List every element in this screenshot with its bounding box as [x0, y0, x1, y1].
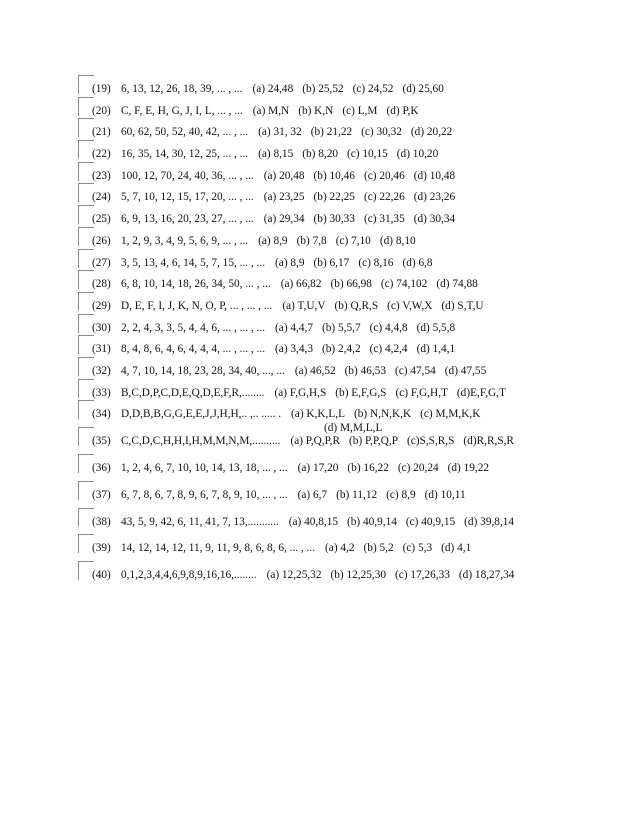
question-sequence: 100, 12, 70, 24, 40, 36, ... , ... — [121, 169, 254, 182]
answer-options — [298, 462, 489, 475]
answer-option: (d) 39,8,14 — [464, 515, 515, 528]
answer-option: (d) 19,22 — [447, 461, 490, 474]
corner-bracket-mark — [78, 292, 94, 311]
answer-option: (c) 31,35 — [363, 213, 405, 226]
question-sequence: 8, 4, 8, 6, 4, 6, 4, 4, 4, ... , ... , ... — [121, 343, 266, 356]
question-sequence: 60, 62, 50, 52, 40, 42, ... , ... — [121, 126, 249, 139]
question-row — [78, 379, 618, 401]
answer-options — [258, 126, 452, 139]
answer-option: (b) 12,25,30 — [330, 569, 387, 582]
question-sequence: 14, 12, 14, 12, 11, 9, 11, 9, 8, 6, 8, 6, ... , ... — [121, 542, 316, 555]
answer-option: (d) 10,11 — [424, 488, 466, 501]
answer-options — [282, 300, 483, 313]
question-row — [78, 140, 618, 162]
answer-option: (d) 10,48 — [413, 169, 456, 182]
answer-option: (b) 5,5,7 — [322, 321, 361, 334]
corner-bracket-mark — [78, 97, 94, 116]
corner-bracket-mark — [78, 118, 94, 137]
answer-option: (a) 4,2 — [325, 542, 355, 555]
answer-option: (d)E,F,G,T — [456, 386, 506, 399]
answer-option: (d) 18,27,34 — [458, 569, 515, 582]
answer-option: (a) T,U,V — [282, 299, 326, 312]
answer-option: (d) P,K — [386, 104, 419, 117]
question-sequence: 16, 35, 14, 30, 12, 25, ... , ... — [121, 148, 249, 161]
answer-option: (c) V,W,X — [387, 299, 433, 312]
answer-options — [275, 322, 455, 335]
answer-option: (c) 20,46 — [363, 169, 405, 182]
answer-option: (c) 4,4,8 — [369, 321, 408, 334]
answer-option: (d) 20,22 — [410, 126, 453, 139]
answer-option: (a) 8,9 — [275, 256, 305, 269]
answer-option: (d) 30,34 — [413, 213, 456, 226]
question-number: (19) — [92, 83, 111, 95]
question-number: (39) — [92, 542, 111, 555]
question-row — [78, 270, 618, 292]
question-sequence: D,D,B,B,G,G,E,E,J,J,H,H,.. ,.. ..... . — [121, 408, 282, 421]
answer-option: (a) 4,4,7 — [275, 321, 314, 334]
answer-option: (d) 1,4,1 — [416, 343, 456, 356]
answer-option: (d) 8,10 — [379, 234, 416, 247]
answer-options — [264, 170, 455, 183]
question-number: (30) — [92, 321, 111, 334]
corner-bracket-mark — [78, 357, 94, 376]
question-number: (34) — [92, 408, 111, 421]
answer-option: (d) 23,26 — [413, 191, 456, 204]
corner-bracket-mark — [78, 162, 94, 181]
corner-bracket-mark — [78, 249, 94, 268]
answer-option: (b) 46,53 — [344, 364, 387, 377]
question-sequence: 1, 2, 9, 3, 4, 9, 5, 6, 9, ... , ... — [121, 234, 249, 247]
question-row — [78, 314, 618, 336]
corner-bracket-mark — [78, 335, 94, 354]
question-sequence: 0,1,2,3,4,4,6,9,8,9,16,16,........ — [121, 569, 257, 582]
question-row — [78, 357, 618, 379]
answer-option: (d) S,T,U — [441, 299, 484, 312]
answer-option: (d) 5,5,8 — [416, 321, 456, 334]
answer-options — [258, 148, 438, 161]
question-list — [78, 75, 618, 588]
answer-option: (a) 40,8,15 — [288, 515, 339, 528]
question-row — [78, 292, 618, 314]
question-number: (37) — [92, 488, 111, 501]
answer-options — [264, 213, 455, 226]
question-sequence: 2, 2, 4, 3, 3, 5, 4, 4, 6, ... , ... , ... — [121, 321, 266, 334]
answer-option: (d) 25,60 — [402, 83, 444, 95]
answer-option-wrapped: (d) M,M,L,L — [324, 422, 383, 435]
question-row — [78, 335, 618, 357]
question-row — [78, 561, 618, 588]
answer-option: (c) 47,54 — [395, 364, 436, 377]
answer-option: (a) 8,15 — [258, 148, 294, 161]
answer-option: (c) 10,15 — [347, 148, 388, 161]
answer-option: (a) 23,25 — [263, 191, 305, 204]
answer-option: (b) 6,17 — [313, 256, 350, 269]
corner-bracket-mark — [78, 270, 94, 289]
answer-option: (c) 74,102 — [380, 278, 428, 291]
question-number: (40) — [92, 569, 111, 582]
question-number: (31) — [92, 343, 111, 356]
answer-option: (a) M,N — [252, 104, 290, 117]
answer-option: (d) 6,8 — [402, 256, 433, 269]
question-number: (32) — [92, 364, 111, 377]
answer-option: (a) P,Q,P,R — [290, 435, 341, 448]
question-number: (24) — [92, 191, 111, 204]
question-number: (22) — [92, 148, 111, 161]
answer-option: (c) 22,26 — [363, 191, 405, 204]
answer-option: (a) 8,9 — [258, 234, 288, 247]
answer-option: (b) 10,46 — [313, 169, 355, 182]
answer-option: (a) 31, 32 — [258, 126, 302, 139]
answer-option: (c) M,M,K,K — [420, 408, 481, 421]
question-row — [78, 400, 618, 435]
answer-option: (b) 8,20 — [302, 148, 339, 161]
answer-option: (b) Q,R,S — [334, 299, 379, 312]
answer-option: (b) 5,2 — [363, 542, 394, 555]
answer-option: (c)S,S,R,S — [407, 435, 455, 448]
answer-options — [267, 569, 515, 582]
question-number: (23) — [92, 169, 111, 182]
question-number: (35) — [92, 435, 111, 448]
answer-options — [290, 435, 514, 448]
question-sequence: 4, 7, 10, 14, 18, 23, 28, 34, 40, ..., ... — [121, 364, 285, 377]
answer-option: (a) K,K,L,L — [291, 408, 345, 421]
corner-bracket-mark — [78, 508, 94, 527]
answer-option: (b) 7,8 — [296, 234, 327, 247]
question-number: (20) — [92, 104, 111, 117]
answer-option: (d)R,R,S,R — [463, 435, 514, 448]
corner-bracket-mark — [78, 75, 94, 94]
answer-option: (d) 74,88 — [436, 278, 478, 291]
corner-bracket-mark — [78, 140, 94, 159]
question-sequence: 43, 5, 9, 42, 6, 11, 41, 7, 13,........... — [121, 515, 279, 528]
question-row — [78, 534, 618, 561]
answer-option: (b) N,N,K,K — [354, 408, 412, 421]
answer-option: (a) 66,82 — [280, 278, 322, 291]
answer-option: (b) 2,4,2 — [322, 343, 361, 356]
answer-option: (c) 8,16 — [358, 256, 394, 269]
answer-options — [325, 542, 471, 555]
answer-option: (d) 10,20 — [396, 148, 439, 161]
answer-option: (a) 6,7 — [297, 488, 328, 501]
corner-bracket-mark — [78, 534, 94, 553]
answer-option: (a) 20,48 — [263, 169, 305, 182]
question-number: (26) — [92, 234, 111, 247]
answer-option: (c) 17,26,33 — [395, 569, 450, 582]
question-sequence: C,C,D,C,H,H,I,H,M,M,N,M,.......... — [121, 435, 281, 448]
corner-bracket-mark — [78, 314, 94, 333]
question-row — [78, 75, 618, 97]
question-row — [78, 508, 618, 535]
answer-option: (c) 5,3 — [402, 542, 433, 555]
question-row — [78, 454, 618, 481]
answer-option: (a) 29,34 — [263, 213, 305, 226]
question-sequence: 5, 7, 10, 12, 15, 17, 20, ... , ... — [121, 191, 254, 204]
answer-option: (c) 4,2,4 — [369, 343, 408, 356]
question-sequence: 6, 13, 12, 26, 18, 39, ... , ... — [121, 83, 243, 95]
answer-option: (d) 4,1 — [441, 542, 472, 555]
question-number: (27) — [92, 256, 111, 269]
answer-option: (b) 21,22 — [310, 126, 353, 139]
corner-bracket-mark — [78, 427, 94, 446]
answer-option: (b) 22,25 — [313, 191, 355, 204]
question-row — [78, 427, 618, 454]
question-sequence: 6, 8, 10, 14, 18, 26, 34, 50, ... , ... — [121, 278, 271, 291]
answer-options — [298, 489, 466, 502]
answer-option: (b) 25,52 — [302, 83, 344, 95]
question-row — [78, 97, 618, 119]
answer-option: (b) 40,9,14 — [347, 515, 397, 528]
question-sequence: D, E, F, I, J, K, N, O, P, ... , ... , ... — [121, 299, 273, 312]
answer-option: (b) E,F,G,S — [335, 386, 387, 399]
answer-options — [264, 191, 455, 204]
answer-options — [289, 516, 514, 529]
answer-option: (c) 40,9,15 — [405, 515, 456, 528]
question-number: (38) — [92, 515, 111, 528]
question-row — [78, 162, 618, 184]
answer-option: (b) 16,22 — [347, 461, 389, 474]
answer-options — [281, 278, 478, 291]
question-row — [78, 183, 618, 205]
answer-option: (a) 46,52 — [294, 364, 336, 377]
answer-options — [295, 365, 486, 378]
answer-option: (b) 30,33 — [313, 213, 355, 226]
question-number: (25) — [92, 213, 111, 226]
question-sequence: 3, 5, 13, 4, 6, 14, 5, 7, 15, ... , ... — [121, 256, 266, 269]
answer-option: (b) P,P,Q,P — [349, 435, 399, 448]
corner-bracket-mark — [78, 379, 94, 398]
question-row — [78, 205, 618, 227]
answer-options — [252, 83, 443, 96]
answer-options — [291, 408, 480, 421]
answer-options — [275, 343, 455, 356]
answer-options — [258, 235, 416, 248]
answer-option: (a) 12,25,32 — [266, 569, 322, 582]
answer-option: (b) K,N — [298, 104, 334, 117]
answer-options — [275, 257, 433, 270]
question-row — [78, 249, 618, 271]
question-number: (33) — [92, 386, 111, 399]
corner-bracket-mark — [78, 400, 94, 419]
question-sequence: 6, 9, 13, 16, 20, 23, 27, ... , ... — [121, 213, 254, 226]
corner-bracket-mark — [78, 205, 94, 224]
question-number: (36) — [92, 461, 111, 474]
question-number: (28) — [92, 278, 111, 291]
answer-option: (a) 3,4,3 — [275, 343, 314, 356]
corner-bracket-mark — [78, 454, 94, 473]
question-number: (21) — [92, 126, 111, 139]
question-sequence: 1, 2, 4, 6, 7, 10, 10, 14, 13, 18, ... , ... — [121, 461, 288, 474]
answer-option: (c) F,G,H,T — [395, 386, 448, 399]
question-number: (29) — [92, 299, 111, 312]
question-sequence: 6, 7, 8, 6, 7, 8, 9, 6, 7, 8, 9, 10, ... , ... — [121, 488, 288, 501]
answer-option: (c) 30,32 — [361, 126, 402, 139]
corner-bracket-mark — [78, 183, 94, 202]
answer-options — [253, 105, 419, 118]
answer-option: (b) 66,98 — [330, 278, 372, 291]
answer-option: (a) 17,20 — [297, 461, 339, 474]
answer-options — [274, 387, 505, 400]
answer-option: (b) 11,12 — [336, 488, 378, 501]
answer-option: (a) F,G,H,S — [274, 386, 327, 399]
corner-bracket-mark — [78, 227, 94, 246]
answer-option: (c) 20,24 — [397, 461, 439, 474]
question-row — [78, 227, 618, 249]
question-row — [78, 118, 618, 140]
question-row — [78, 481, 618, 508]
answer-option: (c) 24,52 — [352, 83, 394, 95]
answer-option: (d) 47,55 — [444, 364, 487, 377]
answer-option: (c) 7,10 — [335, 234, 371, 247]
question-sequence: C, F, E, H, G, J, I, L, ... , ... — [121, 104, 243, 117]
answer-option: (a) 24,48 — [252, 83, 294, 95]
question-sequence: B,C,D,P,C,D,E,Q,D,E,F,R,........ — [121, 386, 265, 399]
corner-bracket-mark — [78, 561, 94, 580]
corner-bracket-mark — [78, 481, 94, 500]
answer-option: (c) L,M — [342, 104, 378, 117]
answer-option: (c) 8,9 — [386, 488, 416, 501]
